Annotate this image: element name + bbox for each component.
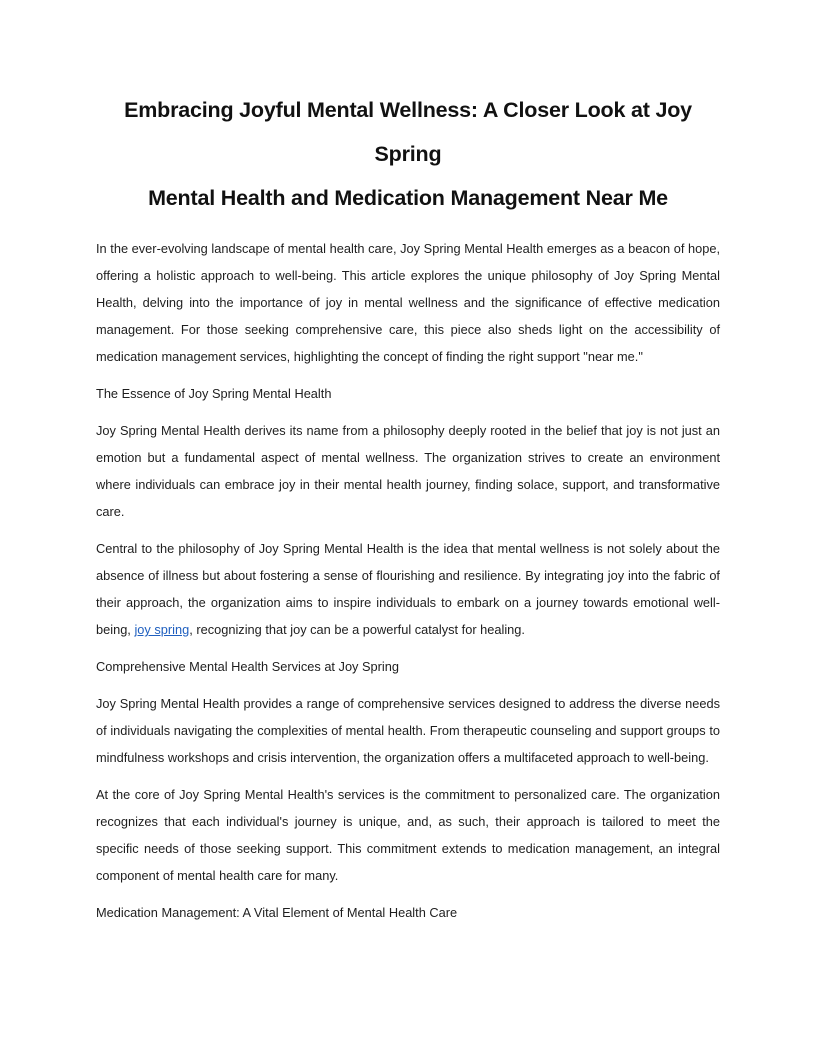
- document-title: [96, 88, 720, 220]
- section-heading-services: Comprehensive Mental Health Services at Joy Spring: [96, 659, 400, 674]
- section-heading-medication: Medication Management: A Vital Element of Mental Health Care: [96, 905, 458, 920]
- services-paragraph-1: Joy Spring Mental Health provides a range of comprehensive services designed to address the diverse needs of individuals navigating the complexities of mental health. From therapeutic counseling and support groups to mindfulness workshops and crisis intervention, the organization offers a multifaceted approach to well-being.: [96, 696, 720, 765]
- essence-paragraph-2-text-a: Central to the philosophy of Joy Spring Mental Health is the idea that mental wellness is not solely about the absence of illness but about fostering a sense of flourishing and resilience. By integrating joy into the fabric of their approach, the organization aims to inspire individuals to embark on a journey towards emotional well-being,: [96, 541, 720, 637]
- essence-paragraph-1: Joy Spring Mental Health derives its name from a philosophy deeply rooted in the belief that joy is not just an emotion but a fundamental aspect of mental wellness. The organization strives to create an environment where individuals can embrace joy in their mental health journey, finding solace, support, and transformative care.: [96, 423, 720, 519]
- joy-spring-link[interactable]: joy spring: [134, 622, 190, 637]
- section-heading-essence: The Essence of Joy Spring Mental Health: [96, 386, 332, 401]
- intro-paragraph: In the ever-evolving landscape of mental health care, Joy Spring Mental Health emerges as a beacon of hope, offering a holistic approach to well-being. This article explores the unique philosophy of Joy Spring Mental Health, delving into the importance of joy in mental wellness and the significance of effective medication management. For those seeking comprehensive care, this piece also sheds light on the accessibility of medication management services, highlighting the concept of finding the right support "near me.": [96, 241, 720, 364]
- essence-paragraph-2: [96, 535, 720, 643]
- services-paragraph-2: At the core of Joy Spring Mental Health's services is the commitment to personalized care. The organization recognizes that each individual's journey is unique, and, as such, their approach is tailored to meet the specific needs of those seeking support. This commitment extends to medication management, an integral component of mental health care for many.: [96, 787, 720, 883]
- essence-paragraph-2-text-b: , recognizing that joy can be a powerful catalyst for healing.: [189, 622, 525, 637]
- title-line-1: Embracing Joyful Mental Wellness: A Closer Look at Joy Spring: [124, 98, 692, 166]
- document-page: [96, 88, 720, 926]
- title-line-2: Mental Health and Medication Management Near Me: [148, 186, 668, 210]
